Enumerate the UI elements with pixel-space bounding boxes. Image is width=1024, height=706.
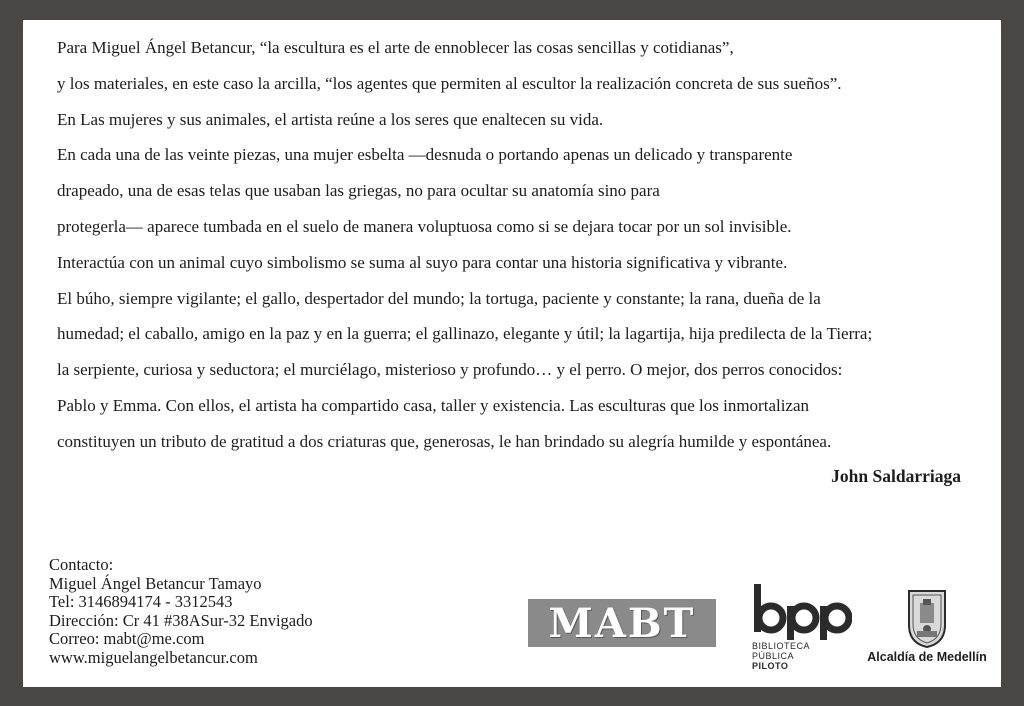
body-line: la serpiente, curiosa y seductora; el murciélago, misterioso y profundo… y el perro. O mejor, dos perros conocidos: <box>57 360 843 380</box>
body-line: protegerla— aparece tumbada en el suelo de manera voluptuosa como si se dejara tocar por un sol invisible. <box>57 216 792 236</box>
body-line: y los materiales, en este caso la arcilla, “los agentes que permiten al escultor la realización concreta de sus sueños”. <box>57 73 842 93</box>
contact-website: www.miguelangelbetancur.com <box>49 647 258 667</box>
body-line: El búho, siempre vigilante; el gallo, despertador del mundo; la tortuga, paciente y constante; la rana, dueña de la <box>57 288 821 308</box>
bpp-line-1: BIBLIOTECA <box>752 641 811 651</box>
contact-block <box>49 556 409 668</box>
alcaldia-logo-text: Alcaldía de Medellín <box>867 650 987 664</box>
mabt-logo-text: MABT <box>548 599 696 647</box>
body-line: humedad; el caballo, amigo en la paz y en la guerra; el gallinazo, elegante y útil; la lagartija, hija predilecta de la Tierra; <box>57 324 873 344</box>
contact-phone: Tel: 3146894174 - 3312543 <box>49 592 233 612</box>
body-line: Para Miguel Ángel Betancur, “la escultura es el arte de ennoblecer las cosas sencillas y cotidianas”, <box>57 38 734 57</box>
coat-of-arms-icon <box>857 587 997 649</box>
contact-heading: Contacto: <box>49 555 114 574</box>
body-text <box>57 30 977 460</box>
mabt-logo <box>528 599 716 647</box>
document-card <box>23 20 1001 687</box>
bpp-logo-icon <box>752 580 852 640</box>
body-line: constituyen un tributo de gratitud a dos criaturas que, generosas, le han brindado su alegría humilde y espontánea. <box>57 431 832 451</box>
body-line: Interactúa con un animal cuyo simbolismo se suma al suyo para contar una historia significativa y vibrante. <box>57 252 788 272</box>
bpp-logo-text <box>752 641 810 671</box>
contact-address: Dirección: Cr 41 #38ASur-32 Envigado <box>49 610 313 630</box>
contact-email: Correo: mabt@me.com <box>49 629 205 649</box>
body-line: En cada una de las veinte piezas, una mujer esbelta —desnuda o portando apenas un delicado y transparente <box>57 145 793 165</box>
alcaldia-logo <box>857 587 997 677</box>
bpp-line-2: PÚBLICA <box>752 651 795 661</box>
body-line: Pablo y Emma. Con ellos, el artista ha compartido casa, taller y existencia. Las esculturas que los inmortalizan <box>57 395 810 415</box>
bpp-logo <box>752 580 852 680</box>
body-line: En Las mujeres y sus animales, el artista reúne a los seres que enaltecen su vida. <box>57 109 604 129</box>
bpp-line-3: PILOTO <box>752 661 789 671</box>
body-line: drapeado, una de esas telas que usaban las griegas, no para ocultar su anatomía sino para <box>57 181 660 201</box>
contact-name: Miguel Ángel Betancur Tamayo <box>49 573 262 593</box>
author-signature: John Saldarriaga <box>831 466 961 486</box>
